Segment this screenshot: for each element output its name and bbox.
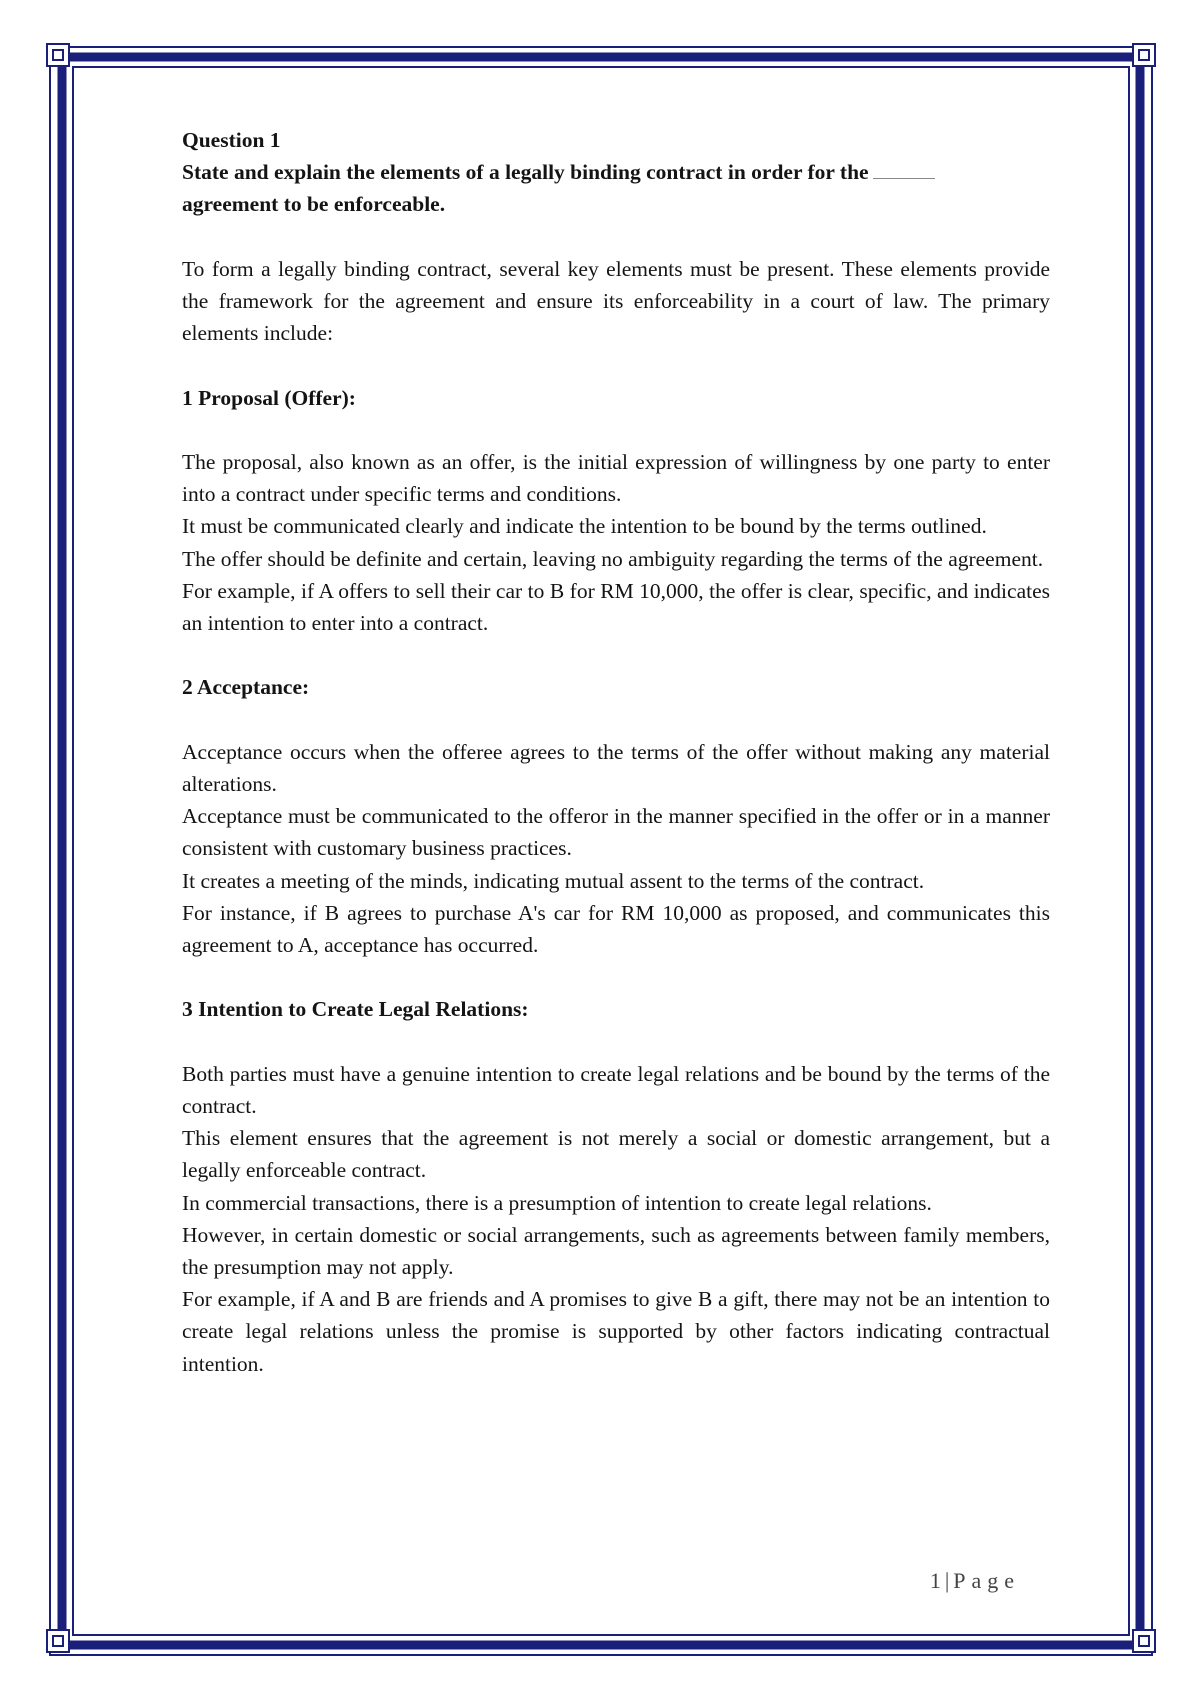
section-paragraph: Acceptance must be communicated to the offeror in the manner specified in the offer or in a manner consistent with customary business practices. bbox=[182, 804, 1050, 861]
intro-paragraph: To form a legally binding contract, several key elements must be present. These elements provide the framework for the agreement and ensure its enforceability in a court of law. The primary elements include: bbox=[182, 256, 1050, 346]
question-text-line-1: State and explain the elements of a legally binding contract in order for the bbox=[182, 156, 1050, 188]
section-paragraph: For instance, if B agrees to purchase A's car for RM 10,000 as proposed, and communicates this agreement to A, acceptance has occurred. bbox=[182, 900, 1050, 957]
page-number: 1 bbox=[929, 1568, 941, 1593]
section-paragraph: For example, if A offers to sell their car to B for RM 10,000, the offer is clear, specific, and indicates an intention to enter into a contract. bbox=[182, 578, 1050, 635]
section-paragraph: The offer should be definite and certain, leaving no ambiguity regarding the terms of the agreement. bbox=[182, 546, 1044, 571]
section-paragraph: The proposal, also known as an offer, is the initial expression of willingness by one party to enter into a contract under specific terms and conditions. bbox=[182, 449, 1050, 507]
document-body bbox=[182, 124, 1050, 1380]
section-paragraph: For example, if A and B are friends and A promises to give B a gift, there may not be an intention to create legal relations unless the promise is supported by other factors indicating contractual intention. bbox=[182, 1287, 1050, 1376]
question-text-line-2: agreement to be enforceable. bbox=[182, 192, 446, 217]
footer-separator: | bbox=[944, 1568, 950, 1593]
section-paragraph: It creates a meeting of the minds, indicating mutual assent to the terms of the contract. bbox=[182, 868, 925, 893]
question-blank-line bbox=[873, 160, 935, 179]
section-paragraph: However, in certain domestic or social arrangements, such as agreements between family members, the presumption may not apply. bbox=[182, 1222, 1050, 1279]
section-heading-proposal: 1 Proposal (Offer): bbox=[182, 385, 356, 410]
section-paragraph: Both parties must have a genuine intention to create legal relations and be bound by the terms of the contract. bbox=[182, 1061, 1050, 1118]
section-heading-intention: 3 Intention to Create Legal Relations: bbox=[182, 997, 529, 1022]
section-paragraph: It must be communicated clearly and indicate the intention to be bound by the terms outlined. bbox=[182, 514, 987, 539]
page-word: Page bbox=[953, 1568, 1020, 1593]
section-paragraph: In commercial transactions, there is a presumption of intention to create legal relations. bbox=[182, 1190, 932, 1215]
section-paragraph: Acceptance occurs when the offeree agrees to the terms of the offer without making any material alterations. bbox=[182, 739, 1050, 796]
section-paragraph: This element ensures that the agreement is not merely a social or domestic arrangement, but a legally enforceable contract. bbox=[182, 1126, 1050, 1183]
page-footer bbox=[930, 1568, 1020, 1594]
section-heading-acceptance: 2 Acceptance: bbox=[182, 675, 310, 700]
question-label: Question 1 bbox=[182, 128, 281, 152]
